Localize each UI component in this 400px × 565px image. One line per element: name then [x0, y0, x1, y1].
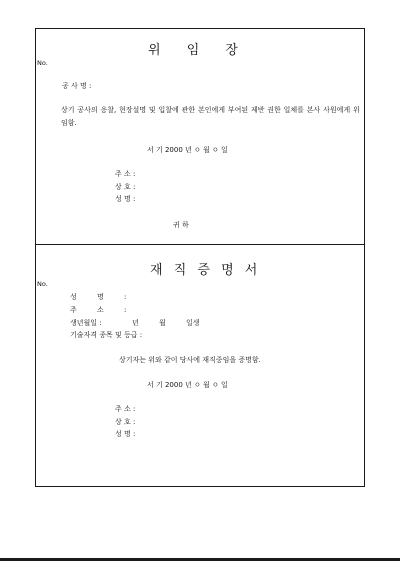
cert-sign-name-label: 성 명 : [115, 430, 136, 438]
poa-title: 위 임 장 [148, 43, 239, 58]
cert-birthdate-value: 년 월 일생 [132, 319, 200, 327]
cert-title: 재 직 증 명 서 [150, 263, 259, 278]
bottom-rule [0, 558, 400, 561]
cert-statement: 상기자는 위와 같이 당사에 재직중임을 증명함. [119, 356, 261, 364]
poa-number-label: No. [37, 59, 48, 67]
cert-sign-trade-name-label: 상 호 : [115, 418, 136, 426]
cert-birthdate-label: 생년월일 : [70, 319, 102, 327]
cert-number-label: No. [37, 280, 48, 288]
poa-company-label: 공 사 명 : [62, 82, 92, 90]
poa-address-label: 주 소 : [115, 170, 136, 178]
cert-sign-address-label: 주 소 : [115, 405, 136, 413]
poa-recipient: 귀 하 [173, 221, 189, 229]
cert-license-label: 기술자격 종목 및 등급 : [70, 331, 143, 339]
cert-address-label: 주 소 : [70, 306, 127, 314]
section-divider [35, 244, 365, 245]
cert-name-label: 성 명 : [70, 293, 127, 301]
poa-name-label: 성 명 : [115, 195, 136, 203]
poa-trade-name-label: 상 호 : [115, 183, 136, 191]
document-frame [35, 28, 365, 487]
cert-date: 서 기 2000 년 ㅇ 월 ㅇ 일 [147, 381, 228, 389]
poa-date: 서 기 2000 년 ㅇ 월 ㅇ 일 [147, 146, 228, 154]
poa-body-text: 상기 공사의 응찰, 현장설명 및 입찰에 관한 본인에게 부여된 제반 권한 일체를 본사 사원에게 위임함. [61, 106, 360, 127]
